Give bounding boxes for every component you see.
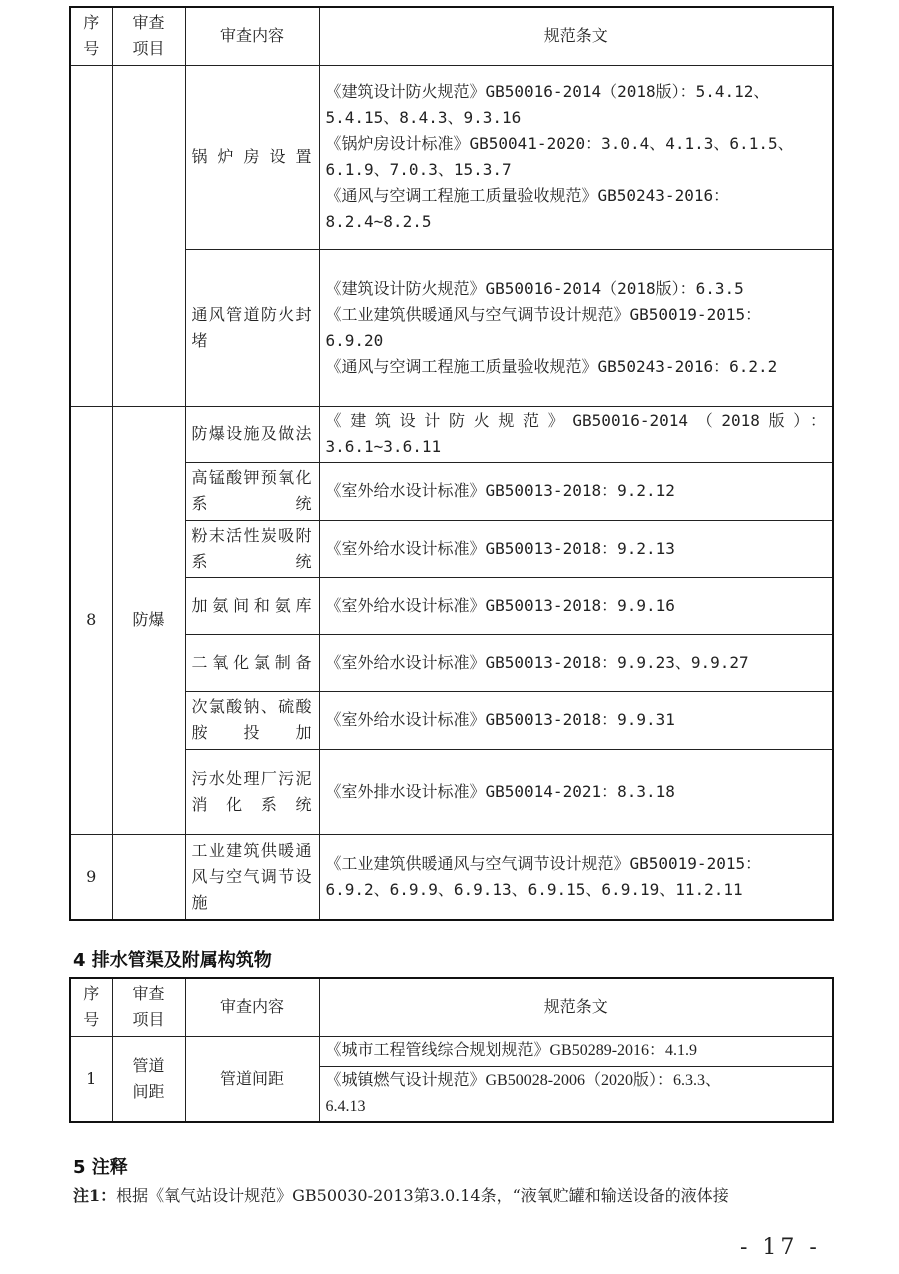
clause-cell <box>319 834 833 920</box>
row-item <box>112 834 185 920</box>
clause-line: 《通风与空调工程施工质量验收规范》GB50243-2016： <box>325 186 730 205</box>
clause-line: 8.2.4~8.2.5 <box>325 212 432 231</box>
clause-cell: 《城市工程管线综合规划规范》GB50289-2016：4.1.9 <box>319 1036 833 1066</box>
review-content: 通风管道防火封堵 <box>185 249 319 406</box>
spec-table-2 <box>69 977 834 1123</box>
clause-line: 6.1.9、7.0.3、15.3.7 <box>325 160 512 179</box>
header-item <box>112 7 185 65</box>
header-content: 审查内容 <box>185 978 319 1036</box>
table-row <box>70 634 833 691</box>
clause-cell: 《室外给水设计标准》GB50013-2018：9.2.12 <box>319 462 833 520</box>
header-item <box>112 978 185 1036</box>
review-content: 污水处理厂污泥消化系统 <box>185 749 319 834</box>
note-text: 根据《氧气站设计规范》GB50030-2013第3.0.14条，“液氧贮罐和输送设备的液体接 <box>116 1186 729 1205</box>
clause-cell <box>319 406 833 462</box>
table-row <box>70 1036 833 1066</box>
clause-cell: 《室外给水设计标准》GB50013-2018：9.9.16 <box>319 577 833 634</box>
review-content: 防爆设施及做法 <box>185 406 319 462</box>
table-row <box>70 834 833 920</box>
row-item-text: 管道 间距 <box>132 1055 165 1101</box>
row-no: 1 <box>70 1036 112 1122</box>
header-no-text: 序 号 <box>83 13 100 59</box>
row-no: 9 <box>70 834 112 920</box>
review-content: 锅炉房设置 <box>185 65 319 249</box>
clause-line: 《建筑设计防火规范》GB50016-2014（2018版）：5.4.12、 <box>325 82 770 101</box>
row-item: 防爆 <box>112 406 185 834</box>
clause-line: 6.9.2、6.9.9、6.9.13、6.9.15、6.9.19、11.2.11 <box>325 879 743 899</box>
header-no-text: 序 号 <box>83 984 100 1030</box>
review-content: 高锰酸钾预氧化系统 <box>185 462 319 520</box>
clause-line: 《工业建筑供暖通风与空气调节设计规范》GB50019-2015： <box>325 853 762 873</box>
clause-line: 《通风与空调工程施工质量验收规范》GB50243-2016：6.2.2 <box>325 356 778 376</box>
table-row <box>70 249 833 406</box>
table-row <box>70 577 833 634</box>
spec-table-1 <box>69 6 834 921</box>
header-item-text: 审查 项目 <box>132 13 165 59</box>
header-content: 审查内容 <box>185 7 319 65</box>
clause-cell: 《室外给水设计标准》GB50013-2018：9.9.31 <box>319 691 833 749</box>
review-content: 次氯酸钠、硫酸胺投加 <box>185 691 319 749</box>
clause-line: 《锅炉房设计标准》GB50041-2020：3.0.4、4.1.3、6.1.5、 <box>325 134 794 153</box>
header-clause: 规范条文 <box>319 7 833 65</box>
clause-line: 5.4.15、8.4.3、9.3.16 <box>325 108 522 127</box>
table-row <box>70 691 833 749</box>
clause-cell <box>319 65 833 249</box>
table-row <box>70 749 833 834</box>
clause-line: 6.4.13 <box>325 1097 366 1115</box>
note-label: 注1： <box>73 1186 117 1205</box>
review-content: 管道间距 <box>185 1036 319 1122</box>
review-content: 加氨间和氨库 <box>185 577 319 634</box>
clause-line: 《工业建筑供暖通风与空气调节设计规范》GB50019-2015： <box>325 304 762 324</box>
clause-line: 《建筑设计防火规范》GB50016-2014（2018版）： <box>325 411 826 430</box>
section-4-heading: 4 排水管渠及附属构筑物 <box>73 950 272 971</box>
header-item-text: 审查 项目 <box>132 984 165 1030</box>
review-content: 工业建筑供暖通风与空气调节设施 <box>185 834 319 920</box>
clause-line: 3.6.1~3.6.11 <box>325 437 442 456</box>
header-clause: 规范条文 <box>319 978 833 1036</box>
table-row <box>70 65 833 249</box>
table-row <box>70 406 833 462</box>
clause-line: 《城镇燃气设计规范》GB50028-2006（2020版）：6.3.3、 <box>325 1071 722 1089</box>
header-no <box>70 7 112 65</box>
clause-cell <box>319 1066 833 1122</box>
header-no <box>70 978 112 1036</box>
clause-line: 《建筑设计防火规范》GB50016-2014（2018版）：6.3.5 <box>325 278 744 298</box>
review-content: 粉末活性炭吸附系统 <box>185 520 319 577</box>
review-content: 二氧化氯制备 <box>185 634 319 691</box>
clause-line: 6.9.20 <box>325 330 384 350</box>
section-5-heading: 5 注释 <box>73 1157 128 1178</box>
clause-cell: 《室外给水设计标准》GB50013-2018：9.9.23、9.9.27 <box>319 634 833 691</box>
clause-cell: 《室外给水设计标准》GB50013-2018：9.2.13 <box>319 520 833 577</box>
clause-cell: 《室外排水设计标准》GB50014-2021：8.3.18 <box>319 749 833 834</box>
row-item <box>112 1036 185 1122</box>
note-paragraph <box>73 1183 843 1209</box>
clause-cell <box>319 249 833 406</box>
page-number: - 17 - <box>740 1235 821 1260</box>
row-no-blank <box>70 65 112 406</box>
table-row <box>70 520 833 577</box>
table-row <box>70 462 833 520</box>
row-item-blank <box>112 65 185 406</box>
row-no: 8 <box>70 406 112 834</box>
